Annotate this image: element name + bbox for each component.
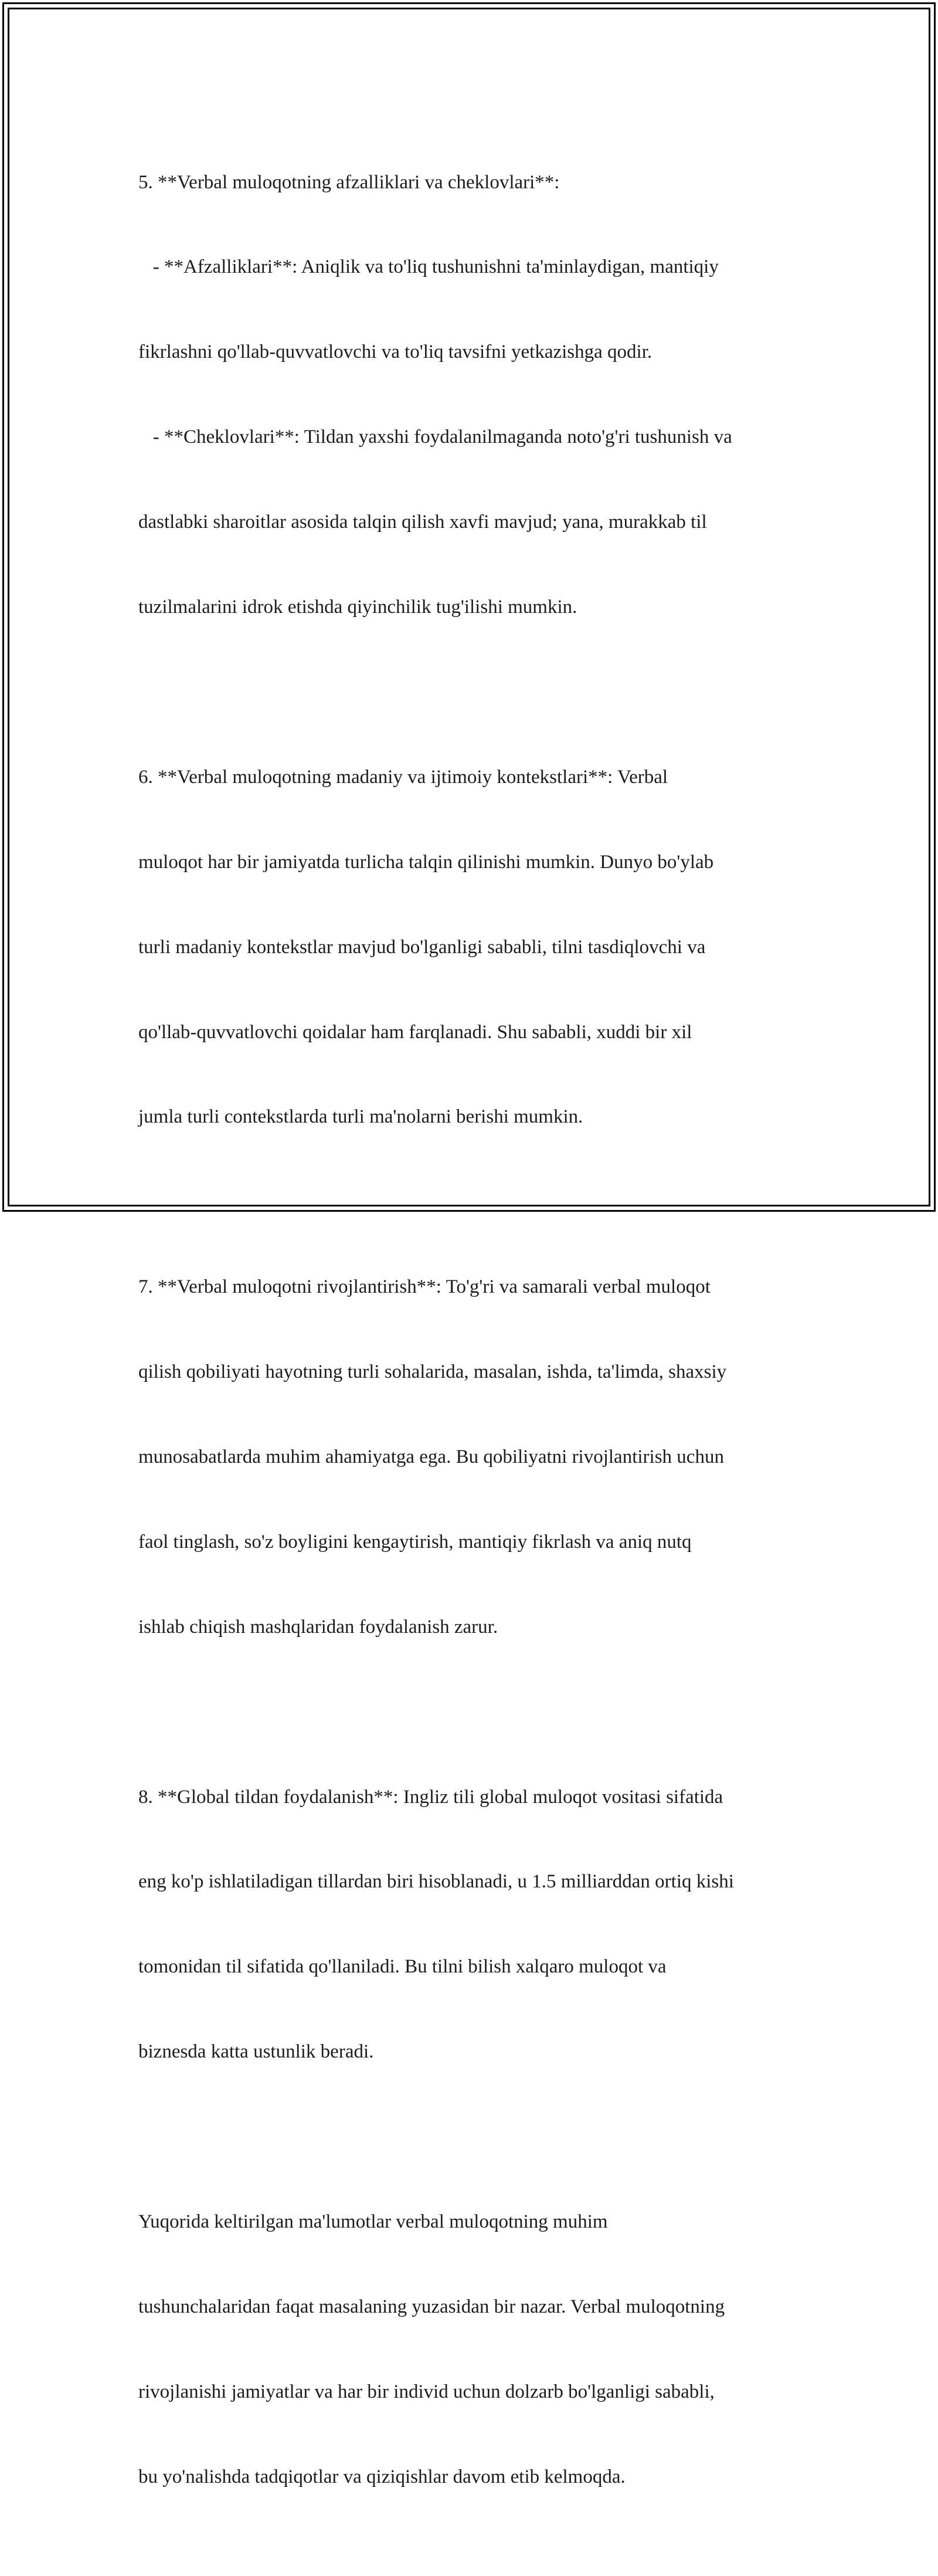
- section-6-cultural-social-contexts: [138, 706, 807, 1188]
- text-line: ishlab chiqish mashqlaridan foydalanish zarur.: [138, 1616, 498, 1638]
- document-body: [138, 111, 807, 2576]
- text-line: - **Afzalliklari**: Aniqlik va to'liq tushunishni ta'minlaydigan, mantiqiy: [138, 256, 719, 278]
- text-line: rivojlanishi jamiyatlar va har bir individ uchun dolzarb bo'lganligi sababli,: [138, 2381, 715, 2402]
- text-line: biznesda katta ustunlik beradi.: [138, 2041, 374, 2063]
- text-line: muloqot har bir jamiyatda turlicha talqin qilinishi mumkin. Dunyo bo'ylab: [138, 851, 714, 873]
- text-line: Yuqorida keltirilgan ma'lumotlar verbal muloqotning muhim: [138, 2211, 608, 2232]
- text-line: turli madaniy kontekstlar mavjud bo'lganligi sababli, tilni tasdiqlovchi va: [138, 936, 706, 958]
- text-line: 7. **Verbal muloqotni rivojlantirish**: To'g'ri va samarali verbal muloqot: [138, 1276, 711, 1298]
- section-5-advantages-limitations: [138, 111, 807, 678]
- text-line: jumla turli contekstlarda turli ma'nolarni berishi mumkin.: [138, 1106, 583, 1128]
- text-line: fikrlashni qo'llab-quvvatlovchi va to'liq tavsifni yetkazishga qodir.: [138, 341, 652, 363]
- section-8-global-language: [138, 1726, 807, 2123]
- text-line: tushunchalaridan faqat masalaning yuzasidan bir nazar. Verbal muloqotning: [138, 2296, 725, 2317]
- text-line: bu yo'nalishda tadqiqotlar va qiziqishlar davom etib kelmoqda.: [138, 2466, 626, 2487]
- text-line: qilish qobiliyati hayotning turli sohalarida, masalan, ishda, ta'limda, shaxsiy: [138, 1361, 727, 1383]
- text-line: tuzilmalarini idrok etishda qiyinchilik tug'ilishi mumkin.: [138, 596, 577, 618]
- conclusion-paragraph: [138, 2151, 807, 2547]
- text-line: tomonidan til sifatida qo'llaniladi. Bu tilni bilish xalqaro muloqot va: [138, 1956, 667, 1978]
- text-line: faol tinglash, so'z boyligini kengaytirish, mantiqiy fikrlash va aniq nutq: [138, 1531, 692, 1553]
- text-line: 6. **Verbal muloqotning madaniy va ijtimoiy kontekstlari**: Verbal: [138, 766, 668, 788]
- text-line: 5. **Verbal muloqotning afzalliklari va cheklovlari**:: [138, 171, 560, 193]
- text-line: munosabatlarda muhim ahamiyatga ega. Bu qobiliyatni rivojlantirish uchun: [138, 1446, 724, 1467]
- text-line: eng ko'p ishlatiladigan tillardan biri hisoblanadi, u 1.5 milliarddan ortiq kishi: [138, 1871, 734, 1893]
- text-line: dastlabki sharoitlar asosida talqin qilish xavfi mavjud; yana, murakkab til: [138, 511, 707, 533]
- text-line: 8. **Global tildan foydalanish**: Ingliz tili global muloqot vositasi sifatida: [138, 1786, 723, 1808]
- text-line: - **Cheklovlari**: Tildan yaxshi foydalanilmaganda noto'g'ri tushunish va: [138, 426, 732, 448]
- text-line: qo'llab-quvvatlovchi qoidalar ham farqlanadi. Shu sababli, xuddi bir xil: [138, 1021, 692, 1043]
- section-7-development: [138, 1216, 807, 1698]
